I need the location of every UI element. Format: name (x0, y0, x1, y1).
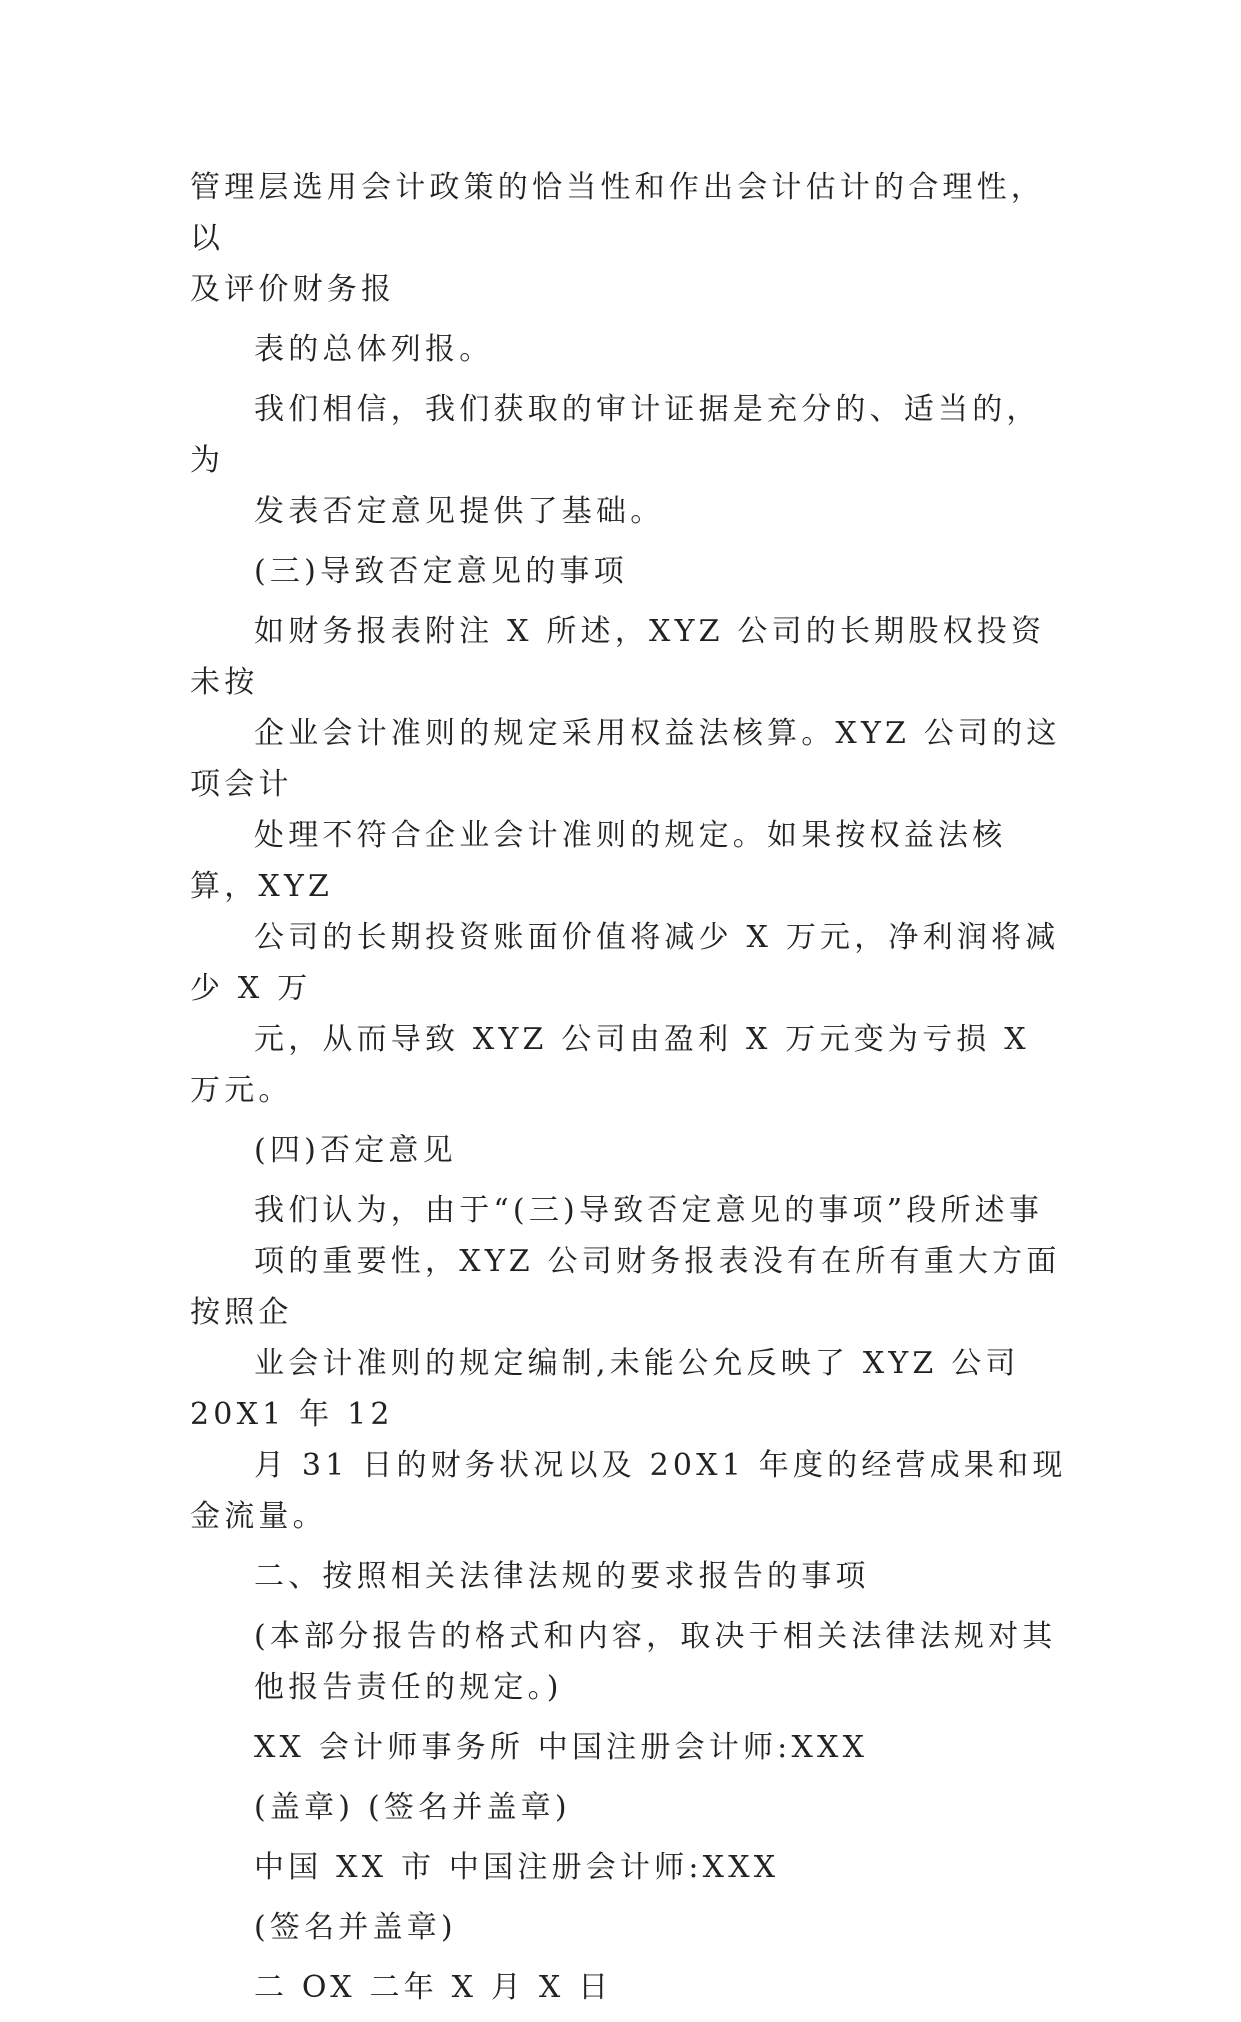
paragraph (190, 1902, 1070, 1953)
text-line: (四)否定意见 (254, 1133, 457, 1168)
text-line: (签名并盖章) (254, 1910, 457, 1945)
paragraph (190, 1611, 1070, 1713)
paragraph (190, 1722, 1070, 1773)
text-line: 业会计准则的规定编制,未能公允反映了 XYZ 公司 20X1 年 12 (190, 1346, 1020, 1432)
paragraph (190, 1782, 1070, 1833)
text-line: 公司的长期投资账面价值将减少 X 万元，净利润将减少 X 万 (190, 920, 1060, 1006)
text-line: 处理不符合企业会计准则的规定。如果按权益法核算，XYZ (190, 818, 1007, 904)
text-line: 我们相信，我们获取的审计证据是充分的、适当的，为 (190, 392, 1041, 478)
text-line: 他报告责任的规定。) (254, 1670, 563, 1705)
paragraph (190, 162, 1070, 315)
text-line: 表的总体列报。 (254, 332, 494, 367)
paragraph (190, 324, 1070, 375)
text-line: 月 31 日的财务状况以及 20X1 年度的经营成果和现金流量。 (190, 1448, 1067, 1534)
paragraph (190, 1185, 1070, 1542)
paragraph (190, 1842, 1070, 1893)
text-line: 企业会计准则的规定采用权益法核算。XYZ 公司的这项会计 (190, 716, 1061, 802)
text-line: 元，从而导致 XYZ 公司由盈利 X 万元变为亏损 X 万元。 (190, 1022, 1030, 1108)
paragraph (190, 546, 1070, 597)
text-line: 二、按照相关法律法规的要求报告的事项 (254, 1559, 870, 1594)
text-line: 管理层选用会计政策的恰当性和作出会计估计的合理性，以 (190, 170, 1045, 256)
text-line: 项的重要性，XYZ 公司财务报表没有在所有重大方面按照企 (190, 1244, 1061, 1330)
text-line: 我们认为，由于“(三)导致否定意见的事项”段所述事 (254, 1193, 1044, 1228)
text-line: 及评价财务报 (190, 272, 396, 307)
text-line: (三)导致否定意见的事项 (254, 554, 628, 589)
paragraph (190, 1962, 1070, 2013)
text-line: (本部分报告的格式和内容，取决于相关法律法规对其 (254, 1619, 1057, 1654)
paragraph (190, 384, 1070, 537)
paragraph (190, 1551, 1070, 1602)
text-line: (盖章) (签名并盖章) (254, 1790, 571, 1825)
paragraph (190, 606, 1070, 1116)
text-line: 中国 XX 市 中国注册会计师:XXX (254, 1850, 780, 1885)
text-line: 二 OX 二年 X 月 X 日 (254, 1970, 613, 2005)
document-body (190, 162, 1070, 2022)
text-line: 如财务报表附注 X 所述，XYZ 公司的长期股权投资未按 (190, 614, 1046, 700)
paragraph (190, 1125, 1070, 1176)
text-line: XX 会计师事务所 中国注册会计师:XXX (254, 1730, 869, 1765)
text-line: 发表否定意见提供了基础。 (254, 494, 665, 529)
